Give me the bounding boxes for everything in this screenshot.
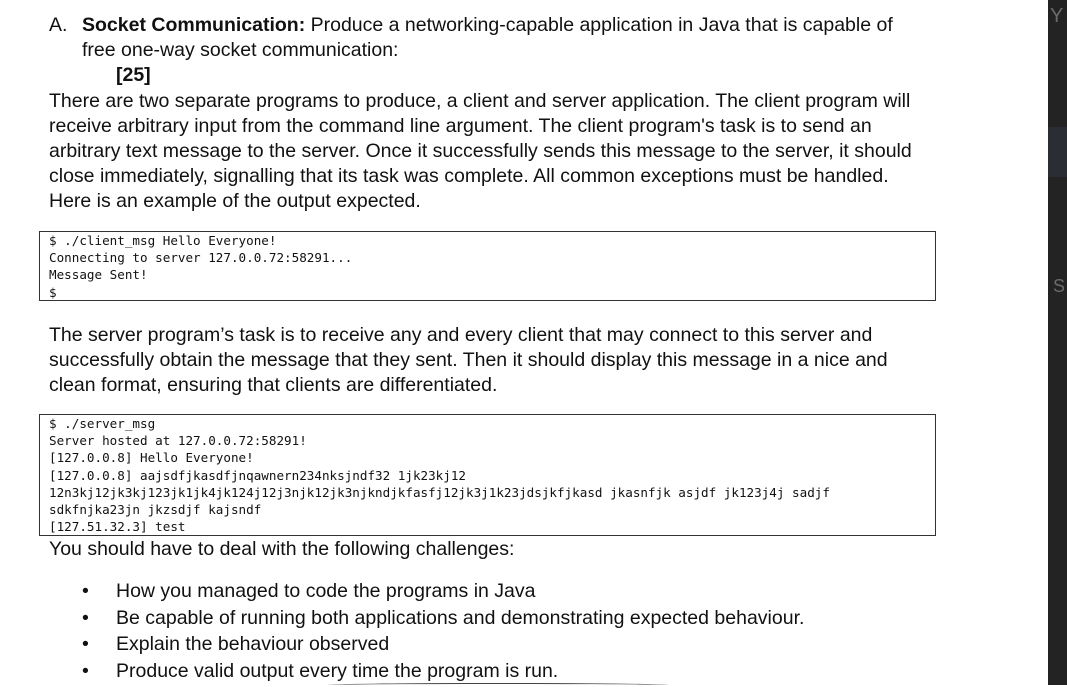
client-description xyxy=(49,89,912,214)
list-item xyxy=(82,631,804,658)
question-letter: A. xyxy=(49,14,68,36)
paragraph-line: clean format, ensuring that clients are differentiated. xyxy=(49,374,498,396)
paragraph-line: receive arbitrary input from the command line argument. The client program's task is to send an xyxy=(49,115,872,137)
list-item xyxy=(82,605,804,632)
paragraph-line: The server program’s task is to receive any and every client that may connect to this server and xyxy=(49,324,873,346)
side-panel-text-fragment: Y xyxy=(1050,5,1064,27)
list-item-text: Produce valid output every time the program is run. xyxy=(116,659,559,682)
question-heading xyxy=(49,13,893,63)
terminal-line: $ xyxy=(49,284,57,300)
challenges-intro: You should have to deal with the following challenges: xyxy=(49,538,515,560)
bullet-icon: • xyxy=(82,580,89,602)
list-item xyxy=(82,658,804,685)
terminal-line: [127.0.0.8] Hello Everyone! xyxy=(49,450,254,466)
terminal-line: sdkfnjka23jn jkzsdjf kajsndf xyxy=(49,502,262,518)
paragraph-line: Here is an example of the output expected. xyxy=(49,190,421,212)
paragraph-line: close immediately, signalling that its task was complete. All common exceptions must be handled. xyxy=(49,165,889,187)
terminal-line: [127.51.32.3] test xyxy=(49,519,186,535)
bullet-icon: • xyxy=(82,659,89,682)
bullet-icon: • xyxy=(82,633,89,655)
terminal-line: 12n3kj12jk3kj123jk1jk4jk124j12j3njk12jk3njkndjkfasfj12jk3j1k23jdsjkfjkasd jkasnfjk asjdf jk123j4j sadjf xyxy=(49,484,830,500)
side-panel-highlight xyxy=(1048,127,1067,177)
cropped-shape-edge xyxy=(328,683,668,687)
terminal-line: $ ./server_msg xyxy=(49,416,156,431)
side-panel-text-fragment: S xyxy=(1053,276,1066,296)
terminal-line: Connecting to server 127.0.0.72:58291... xyxy=(49,250,353,266)
client-output-box xyxy=(39,231,936,301)
marks-label: [25] xyxy=(116,64,151,86)
paragraph-line: There are two separate programs to produce, a client and server application. The client program will xyxy=(49,90,911,112)
terminal-line: Message Sent! xyxy=(49,267,148,283)
server-output-box xyxy=(39,414,936,536)
list-item-text: Be capable of running both applications and demonstrating expected behaviour. xyxy=(116,606,805,629)
question-title-line2: free one-way socket communication: xyxy=(82,39,399,61)
question-title: Socket Communication: xyxy=(82,14,306,36)
bullet-icon: • xyxy=(82,606,89,629)
paragraph-line: arbitrary text message to the server. Once it successfully sends this message to the server, it should xyxy=(49,140,912,162)
terminal-line: $ ./client_msg Hello Everyone! xyxy=(49,233,277,248)
list-item xyxy=(82,578,804,605)
server-description xyxy=(49,323,888,398)
question-title-rest: Produce a networking-capable application in Java that is capable of xyxy=(305,14,893,36)
side-panel[interactable] xyxy=(1048,0,1067,685)
list-item-text: Explain the behaviour observed xyxy=(116,633,390,655)
terminal-line: [127.0.0.8] aajsdfjkasdfjnqawnern234nksjndf32 1jk23kj12 xyxy=(49,467,467,483)
paragraph-line: successfully obtain the message that they sent. Then it should display this message in a nice and xyxy=(49,349,888,371)
challenges-list xyxy=(82,578,804,684)
list-item-text: How you managed to code the programs in Java xyxy=(116,580,536,602)
terminal-line: Server hosted at 127.0.0.72:58291! xyxy=(49,433,307,449)
